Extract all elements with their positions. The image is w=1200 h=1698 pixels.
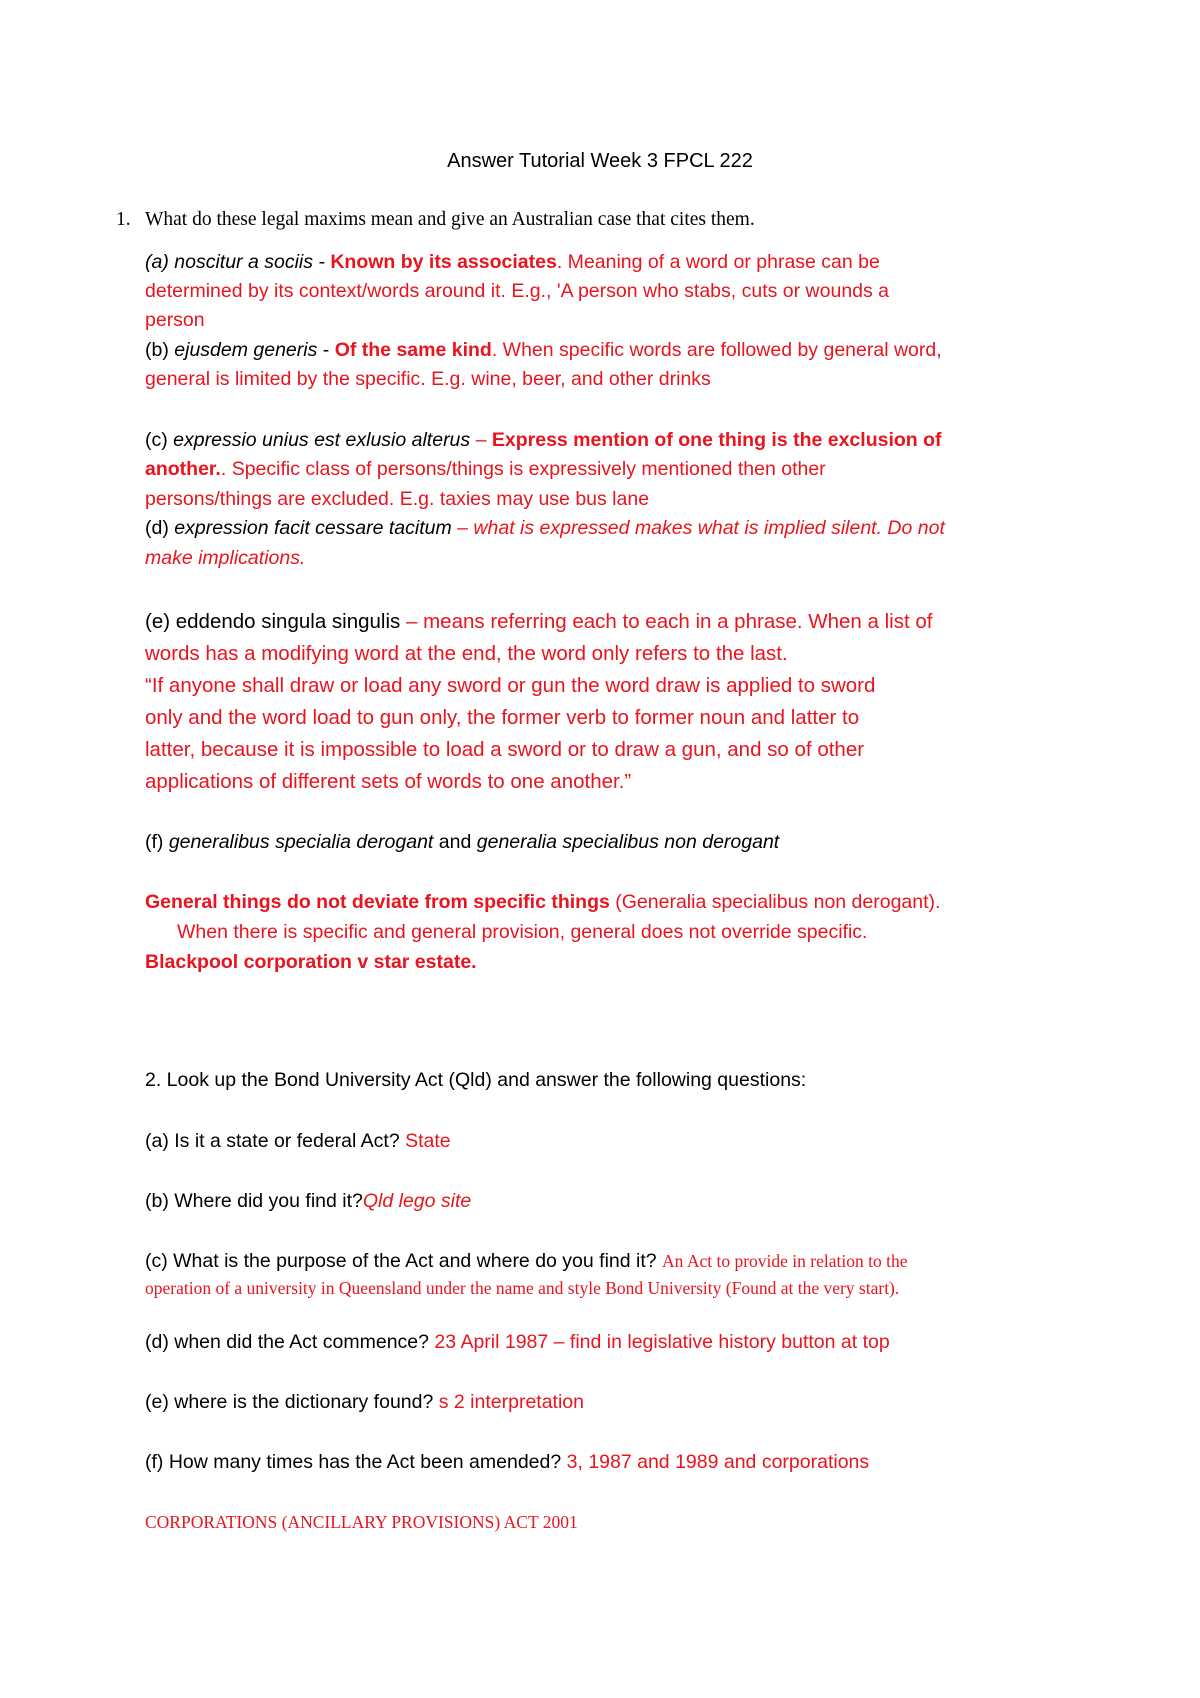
q2f-question: (f) How many times has the Act been amended? [145, 1451, 562, 1473]
q1d-text1: what is expressed makes what is implied silent. Do not [473, 517, 945, 539]
q2f-line [145, 1448, 869, 1476]
q1b-bold: Of the same kind [334, 339, 492, 361]
q1e-dash: – [405, 610, 418, 633]
q2-footer: CORPORATIONS (ANCILLARY PROVISIONS) ACT 2001 [145, 1512, 578, 1532]
q2c-answer1: An Act to provide in relation to the [662, 1251, 908, 1271]
q2c-line1 [145, 1247, 907, 1275]
q2c-answer2: operation of a university in Queensland under the name and style Bond University (Found at the very start). [145, 1278, 900, 1298]
q1f-bold: General things do not deviate from specific things [145, 891, 610, 913]
q1f-case: Blackpool corporation v star estate. [145, 951, 477, 973]
q1e-line4: only and the word load to gun only, the former verb to former noun and latter to [145, 706, 860, 729]
q1e-line2: words has a modifying word at the end, the word only refers to the last. [145, 642, 788, 665]
q1e-line3: “If anyone shall draw or load any sword or gun the word draw is applied to sword [145, 674, 876, 697]
q1b-line2: general is limited by the specific. E.g. wine, beer, and other drinks [145, 368, 711, 390]
q1-number: 1. [116, 209, 131, 230]
q1f-label: (f) [145, 831, 164, 853]
q2-heading: 2. Look up the Bond University Act (Qld) and answer the following questions: [145, 1069, 807, 1091]
q2d-question: (d) when did the Act commence? [145, 1331, 429, 1353]
q2b-question: (b) Where did you find it? [145, 1190, 363, 1212]
q1c-label: (c) [145, 429, 168, 451]
q2c-question: (c) What is the purpose of the Act and where do you find it? [145, 1250, 657, 1272]
q1e-line5: latter, because it is impossible to load a sword or to draw a gun, and so of other [145, 738, 865, 761]
q1a-label: (a) [145, 251, 169, 273]
document-title: Answer Tutorial Week 3 FPCL 222 [447, 150, 753, 172]
q1b-maxim: ejusdem generis [174, 339, 318, 361]
q1d-maxim: expression facit cessare tacitum [174, 517, 452, 539]
q1e-label: (e) eddendo singula singulis [145, 610, 401, 633]
q1-text: What do these legal maxims mean and give an Australian case that cites them. [145, 209, 755, 230]
q1f-paren: (Generalia specialibus non derogant). [615, 891, 941, 913]
q1f-line3: When there is specific and general provision, general does not override specific. [177, 921, 868, 943]
q1b-line1 [145, 336, 942, 364]
q1c-bold2: another. [145, 458, 221, 480]
q1a-bold: Known by its associates [330, 251, 557, 273]
q1a-line2: determined by its context/words around it. E.g., 'A person who stabs, cuts or wounds a [145, 280, 890, 302]
q2b-line [145, 1187, 471, 1215]
q2d-answer: 23 April 1987 – find in legislative history button at top [434, 1331, 890, 1353]
q2e-answer: s 2 interpretation [438, 1391, 585, 1413]
q2a-answer: State [405, 1130, 451, 1152]
q1f-maxim2: generalia specialibus non derogant [476, 831, 780, 853]
q1a-maxim: noscitur a sociis - [174, 251, 325, 273]
q1d-line2: make implications. [145, 547, 306, 569]
q2f-answer: 3, 1987 and 1989 and corporations [566, 1451, 870, 1473]
q1e-line6: applications of different sets of words to one another.” [145, 770, 632, 793]
q1c-text2: . Specific class of persons/things is expressively mentioned then other [220, 458, 826, 480]
q2a-question: (a) Is it a state or federal Act? [145, 1130, 400, 1152]
q1c-dash: – [475, 429, 487, 451]
q1c-line1 [145, 426, 942, 454]
q2b-answer: Qld lego site [362, 1190, 472, 1212]
q1d-line1 [145, 514, 945, 542]
q1c-line2 [145, 455, 826, 483]
q1a-line1 [145, 248, 880, 276]
q1c-bold1: Express mention of one thing is the exclusion of [491, 429, 942, 451]
q1e-line1 [145, 606, 932, 638]
q1a-text1: . Meaning of a word or phrase can be [556, 251, 880, 273]
q1b-dash: - [322, 339, 330, 361]
q1f-line1 [145, 828, 779, 856]
q2e-line [145, 1388, 584, 1416]
q1f-line2 [145, 888, 940, 916]
q1b-label: (b) [145, 339, 169, 361]
q1f-and: and [438, 831, 472, 853]
q1f-maxim1: generalibus specialia derogant [168, 831, 434, 853]
q2d-line [145, 1328, 890, 1356]
q2e-question: (e) where is the dictionary found? [145, 1391, 434, 1413]
q1c-line3: persons/things are excluded. E.g. taxies may use bus lane [145, 488, 650, 510]
q1e-text1: means referring each to each in a phrase. When a list of [423, 610, 933, 633]
q2a-line [145, 1127, 451, 1155]
q1c-maxim: expressio unius est exlusio alterus [173, 429, 471, 451]
q1d-dash: – [457, 517, 468, 539]
q1a-line3: person [145, 309, 205, 331]
q1b-text1: . When specific words are followed by general word, [491, 339, 942, 361]
q1d-label: (d) [145, 517, 169, 539]
